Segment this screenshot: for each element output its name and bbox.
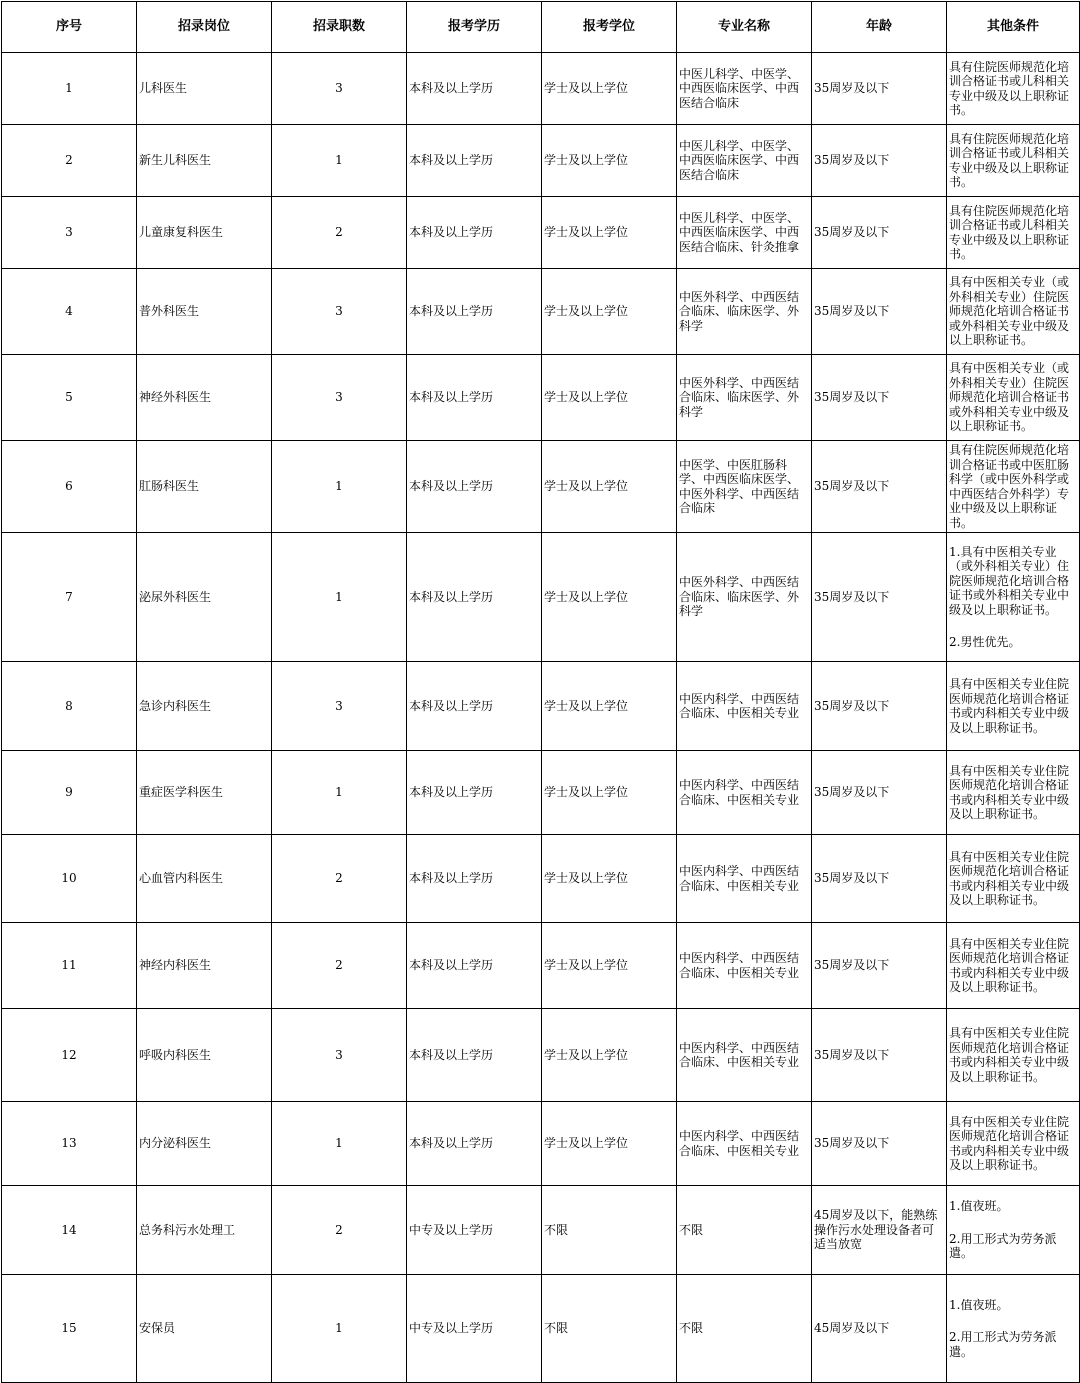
cell-degree: 学士及以上学位: [542, 197, 677, 269]
cell-major: 中医内科学、中西医结合临床、中医相关专业: [677, 1009, 812, 1102]
other-condition-line: 2.用工形式为劳务派遣。: [949, 1231, 1057, 1261]
cell-count: 2: [272, 835, 407, 923]
other-condition-line: 具有中医相关专业住院医师规范化培训合格证书或内科相关专业中级及以上职称证书。: [949, 763, 1070, 821]
cell-education: 本科及以上学历: [407, 751, 542, 835]
table-row: [2, 355, 1080, 441]
cell-no: 9: [2, 751, 137, 835]
cell-count: 3: [272, 53, 407, 125]
cell-other: [947, 441, 1080, 533]
cell-no: 2: [2, 125, 137, 197]
cell-no: 8: [2, 662, 137, 751]
cell-no: 7: [2, 533, 137, 662]
header-count: 招录职数: [272, 2, 407, 53]
cell-no: 4: [2, 269, 137, 355]
header-major: 专业名称: [677, 2, 812, 53]
cell-age: 35周岁及以下: [812, 751, 947, 835]
cell-degree: 学士及以上学位: [542, 441, 677, 533]
cell-degree: 学士及以上学位: [542, 533, 677, 662]
cell-other: [947, 1186, 1080, 1275]
cell-major: 中医学、中医肛肠科学、中西医临床医学、中医外科学、中西医结合临床: [677, 441, 812, 533]
table-row: [2, 125, 1080, 197]
cell-no: 11: [2, 923, 137, 1009]
other-condition-line: 具有中医相关专业住院医师规范化培训合格证书或内科相关专业中级及以上职称证书。: [949, 1026, 1070, 1084]
table-row: [2, 751, 1080, 835]
cell-post: 急诊内科医生: [137, 662, 272, 751]
cell-other: [947, 355, 1080, 441]
cell-no: 13: [2, 1102, 137, 1186]
cell-education: 中专及以上学历: [407, 1275, 542, 1383]
cell-degree: 学士及以上学位: [542, 269, 677, 355]
cell-age: 35周岁及以下: [812, 1009, 947, 1102]
cell-count: 3: [272, 1009, 407, 1102]
cell-post: 肛肠科医生: [137, 441, 272, 533]
cell-degree: 学士及以上学位: [542, 751, 677, 835]
cell-no: 5: [2, 355, 137, 441]
cell-other: [947, 1275, 1080, 1383]
cell-age: 35周岁及以下: [812, 269, 947, 355]
cell-other: [947, 835, 1080, 923]
cell-no: 6: [2, 441, 137, 533]
cell-age: 35周岁及以下: [812, 355, 947, 441]
cell-count: 1: [272, 1102, 407, 1186]
cell-post: 重症医学科医生: [137, 751, 272, 835]
other-condition-line: 具有中医相关专业住院医师规范化培训合格证书或内科相关专业中级及以上职称证书。: [949, 677, 1070, 735]
cell-age: 35周岁及以下: [812, 835, 947, 923]
cell-degree: 学士及以上学位: [542, 835, 677, 923]
cell-count: 1: [272, 125, 407, 197]
recruitment-table: [1, 1, 1080, 1383]
cell-other: [947, 1102, 1080, 1186]
cell-education: 本科及以上学历: [407, 662, 542, 751]
cell-post: 新生儿科医生: [137, 125, 272, 197]
cell-degree: 学士及以上学位: [542, 662, 677, 751]
header-row: [2, 2, 1080, 53]
cell-count: 3: [272, 269, 407, 355]
cell-major: 中医内科学、中西医结合临床、中医相关专业: [677, 751, 812, 835]
cell-major: 不限: [677, 1275, 812, 1383]
cell-major: 中医内科学、中西医结合临床、中医相关专业: [677, 662, 812, 751]
cell-count: 3: [272, 662, 407, 751]
header-education: 报考学历: [407, 2, 542, 53]
cell-education: 本科及以上学历: [407, 923, 542, 1009]
other-condition-line: 1.具有中医相关专业（或外科相关专业）住院医师规范化培训合格证书或外科相关专业中级及以上职称证书。: [949, 544, 1070, 617]
cell-count: 1: [272, 1275, 407, 1383]
cell-age: 35周岁及以下: [812, 197, 947, 269]
cell-degree: 学士及以上学位: [542, 53, 677, 125]
table-row: [2, 533, 1080, 662]
cell-major: 中医内科学、中西医结合临床、中医相关专业: [677, 923, 812, 1009]
cell-education: 本科及以上学历: [407, 835, 542, 923]
cell-major: 不限: [677, 1186, 812, 1275]
cell-no: 3: [2, 197, 137, 269]
table-body: [2, 53, 1080, 1383]
cell-degree: 学士及以上学位: [542, 125, 677, 197]
other-condition-line: 具有住院医师规范化培训合格证书或中医肛肠科学（或中医外科学或中西医结合外科学）专业中级及以上职称证书。: [949, 443, 1070, 530]
other-condition-line: 具有住院医师规范化培训合格证书或儿科相关专业中级及以上职称证书。: [949, 131, 1070, 189]
cell-other: [947, 269, 1080, 355]
table-row: [2, 835, 1080, 923]
header-no: 序号: [2, 2, 137, 53]
cell-degree: 不限: [542, 1275, 677, 1383]
cell-degree: 学士及以上学位: [542, 1102, 677, 1186]
cell-count: 2: [272, 923, 407, 1009]
table-row: [2, 441, 1080, 533]
cell-no: 14: [2, 1186, 137, 1275]
cell-post: 总务科污水处理工: [137, 1186, 272, 1275]
cell-education: 本科及以上学历: [407, 1102, 542, 1186]
cell-age: 45周岁及以下，能熟练操作污水处理设备者可适当放宽: [812, 1186, 947, 1275]
header-other: 其他条件: [947, 2, 1080, 53]
other-condition-line: 具有住院医师规范化培训合格证书或儿科相关专业中级及以上职称证书。: [949, 203, 1070, 261]
cell-age: 45周岁及以下: [812, 1275, 947, 1383]
cell-education: 本科及以上学历: [407, 533, 542, 662]
cell-post: 泌尿外科医生: [137, 533, 272, 662]
other-condition-line: 具有中医相关专业（或外科相关专业）住院医师规范化培训合格证书或外科相关专业中级及以上职称证书。: [949, 361, 1070, 434]
table-row: [2, 197, 1080, 269]
other-condition-line: 2.用工形式为劳务派遣。: [949, 1330, 1057, 1359]
cell-count: 2: [272, 1186, 407, 1275]
cell-major: 中医儿科学、中医学、中西医临床医学、中西医结合临床、针灸推拿: [677, 197, 812, 269]
cell-education: 中专及以上学历: [407, 1186, 542, 1275]
cell-education: 本科及以上学历: [407, 1009, 542, 1102]
cell-no: 15: [2, 1275, 137, 1383]
cell-other: [947, 533, 1080, 662]
cell-other: [947, 662, 1080, 751]
cell-education: 本科及以上学历: [407, 53, 542, 125]
cell-major: 中医外科学、中西医结合临床、临床医学、外科学: [677, 355, 812, 441]
cell-education: 本科及以上学历: [407, 355, 542, 441]
cell-degree: 学士及以上学位: [542, 355, 677, 441]
cell-education: 本科及以上学历: [407, 125, 542, 197]
cell-age: 35周岁及以下: [812, 923, 947, 1009]
header-post: 招录岗位: [137, 2, 272, 53]
other-condition-line: 1.值夜班。: [949, 1297, 1009, 1312]
cell-post: 神经外科医生: [137, 355, 272, 441]
cell-count: 1: [272, 751, 407, 835]
cell-education: 本科及以上学历: [407, 269, 542, 355]
other-condition-line: 具有中医相关专业（或外科相关专业）住院医师规范化培训合格证书或外科相关专业中级及以上职称证书。: [949, 275, 1070, 348]
table-row: [2, 1275, 1080, 1383]
table-row: [2, 1186, 1080, 1275]
cell-post: 安保员: [137, 1275, 272, 1383]
cell-no: 12: [2, 1009, 137, 1102]
cell-age: 35周岁及以下: [812, 53, 947, 125]
cell-post: 儿科医生: [137, 53, 272, 125]
cell-other: [947, 923, 1080, 1009]
cell-major: 中医内科学、中西医结合临床、中医相关专业: [677, 1102, 812, 1186]
cell-age: 35周岁及以下: [812, 441, 947, 533]
other-condition-line: 具有中医相关专业住院医师规范化培训合格证书或内科相关专业中级及以上职称证书。: [949, 1114, 1070, 1172]
cell-post: 神经内科医生: [137, 923, 272, 1009]
cell-major: 中医儿科学、中医学、中西医临床医学、中西医结合临床: [677, 125, 812, 197]
cell-count: 1: [272, 533, 407, 662]
cell-degree: 学士及以上学位: [542, 1009, 677, 1102]
table-row: [2, 1102, 1080, 1186]
cell-major: 中医外科学、中西医结合临床、临床医学、外科学: [677, 533, 812, 662]
other-condition-line: 具有住院医师规范化培训合格证书或儿科相关专业中级及以上职称证书。: [949, 59, 1070, 117]
other-condition-line: 具有中医相关专业住院医师规范化培训合格证书或内科相关专业中级及以上职称证书。: [949, 936, 1070, 994]
other-condition-line: 2.男性优先。: [949, 635, 1021, 649]
cell-other: [947, 1009, 1080, 1102]
cell-major: 中医外科学、中西医结合临床、临床医学、外科学: [677, 269, 812, 355]
cell-age: 35周岁及以下: [812, 125, 947, 197]
table-row: [2, 923, 1080, 1009]
cell-other: [947, 125, 1080, 197]
cell-degree: 不限: [542, 1186, 677, 1275]
cell-count: 1: [272, 441, 407, 533]
cell-no: 10: [2, 835, 137, 923]
cell-education: 本科及以上学历: [407, 441, 542, 533]
cell-post: 呼吸内科医生: [137, 1009, 272, 1102]
header-age: 年龄: [812, 2, 947, 53]
cell-age: 35周岁及以下: [812, 533, 947, 662]
cell-major: 中医儿科学、中医学、中西医临床医学、中西医结合临床: [677, 53, 812, 125]
cell-age: 35周岁及以下: [812, 662, 947, 751]
cell-no: 1: [2, 53, 137, 125]
cell-post: 普外科医生: [137, 269, 272, 355]
cell-post: 儿童康复科医生: [137, 197, 272, 269]
cell-other: [947, 53, 1080, 125]
header-degree: 报考学位: [542, 2, 677, 53]
cell-major: 中医内科学、中西医结合临床、中医相关专业: [677, 835, 812, 923]
cell-count: 3: [272, 355, 407, 441]
cell-age: 35周岁及以下: [812, 1102, 947, 1186]
other-condition-line: 1.值夜班。: [949, 1199, 1009, 1214]
cell-post: 内分泌科医生: [137, 1102, 272, 1186]
table-row: [2, 53, 1080, 125]
cell-post: 心血管内科医生: [137, 835, 272, 923]
cell-count: 2: [272, 197, 407, 269]
other-condition-line: 具有中医相关专业住院医师规范化培训合格证书或内科相关专业中级及以上职称证书。: [949, 849, 1070, 907]
cell-other: [947, 197, 1080, 269]
cell-other: [947, 751, 1080, 835]
cell-education: 本科及以上学历: [407, 197, 542, 269]
table-row: [2, 662, 1080, 751]
cell-degree: 学士及以上学位: [542, 923, 677, 1009]
table-row: [2, 1009, 1080, 1102]
table-row: [2, 269, 1080, 355]
